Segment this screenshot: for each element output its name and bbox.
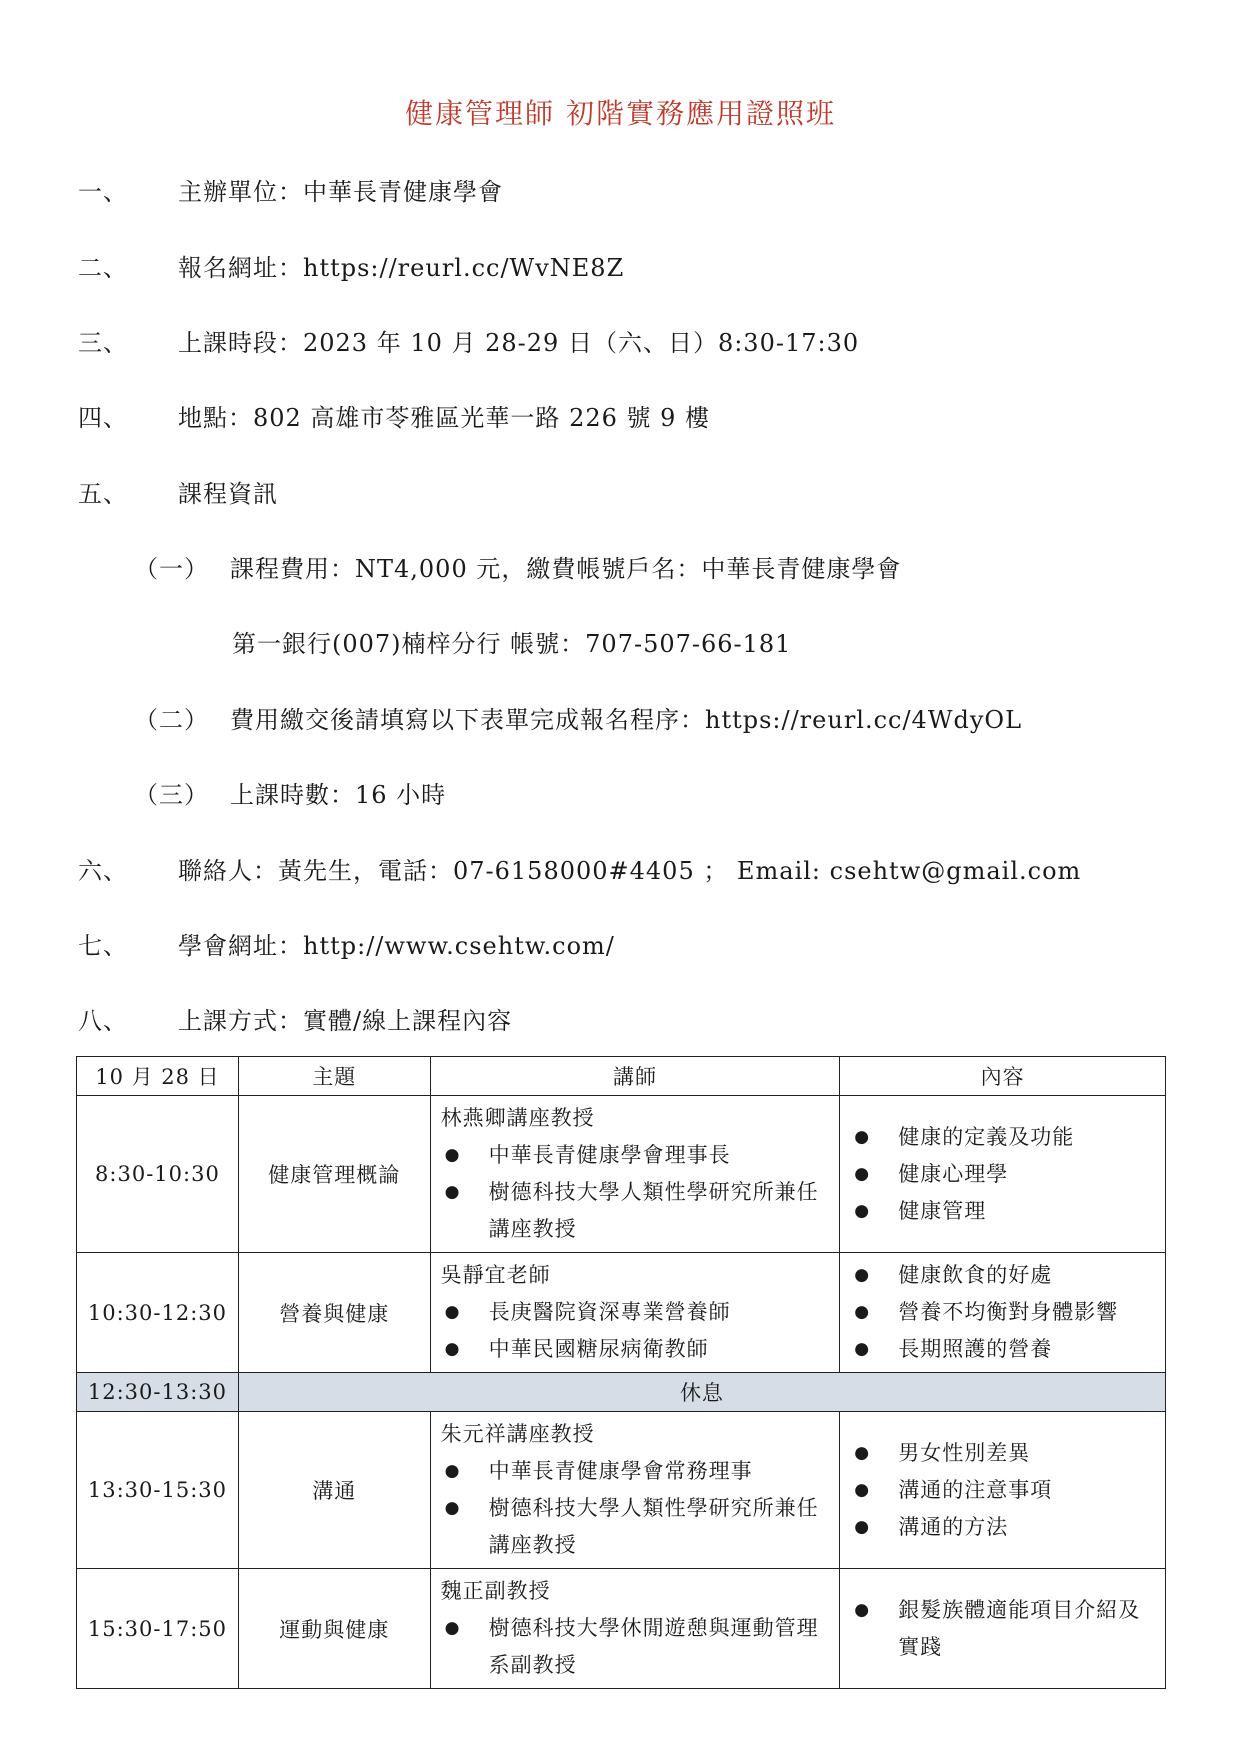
item-number: 四、	[78, 404, 128, 432]
content-cell	[840, 1253, 1166, 1373]
item-number: 二、	[78, 254, 128, 282]
item-organizer	[78, 172, 503, 207]
content-bullet: ● 健康飲食的好處	[850, 1257, 1155, 1294]
item-text: 上課方式：實體/線上課程內容	[178, 1007, 513, 1035]
item-contact	[78, 851, 1081, 886]
item-schedule	[78, 323, 859, 358]
break-time: 12:30-13:30	[77, 1373, 239, 1412]
content-bullet: ● 男女性別差異	[850, 1435, 1155, 1472]
sub-item-number: （二）	[134, 706, 209, 734]
item-text: 上課時段：2023 年 10 月 28-29 日（六、日）8:30-17:30	[178, 329, 860, 357]
item-text: 學會網址：http://www.csehtw.com/	[178, 932, 615, 960]
lecturer-name: 朱元祥講座教授	[440, 1422, 595, 1446]
sub-item-hours	[134, 775, 446, 810]
lecturer-cell	[430, 1412, 840, 1569]
sub-item-text: 上課時數：16 小時	[230, 781, 447, 809]
item-text: 聯絡人：黃先生，電話：07-6158000#4405 ； Email: csehtw@gmail.com	[178, 857, 1082, 885]
content-bullet: ● 銀髮族體適能項目介紹及實踐	[850, 1592, 1155, 1666]
column-header-topic: 主題	[238, 1057, 430, 1096]
sub-item-text: 第一銀行(007)楠梓分行 帳號：707-507-66-181	[232, 630, 792, 658]
table-row	[77, 1096, 1166, 1253]
content-bullet: ● 健康的定義及功能	[850, 1119, 1155, 1156]
sub-item-text: 費用繳交後請填寫以下表單完成報名程序：https://reurl.cc/4WdyOL	[230, 706, 1023, 734]
schedule-table	[76, 1056, 1166, 1689]
session-time: 8:30-10:30	[77, 1096, 239, 1253]
content-cell	[840, 1569, 1166, 1689]
content-bullet: ● 溝通的注意事項	[850, 1472, 1155, 1509]
item-number: 三、	[78, 329, 128, 357]
column-header-lecturer: 講師	[430, 1057, 840, 1096]
item-location	[78, 398, 710, 433]
session-topic: 營養與健康	[238, 1253, 430, 1373]
content-bullet: ● 長期照護的營養	[850, 1331, 1155, 1368]
item-number: 五、	[78, 480, 128, 508]
item-class-mode	[78, 1001, 512, 1036]
lecturer-bullet: ● 樹德科技大學休閒遊憩與運動管理系副教授	[441, 1610, 830, 1684]
table-header-row	[77, 1057, 1166, 1096]
session-time: 13:30-15:30	[77, 1412, 239, 1569]
sub-item-fee	[134, 549, 901, 584]
lecturer-bullet: ● 中華民國糖尿病衛教師	[441, 1331, 830, 1368]
lecturer-cell	[430, 1569, 840, 1689]
item-text: 主辦單位：中華長青健康學會	[178, 178, 503, 206]
item-text: 課程資訊	[178, 480, 278, 508]
lecturer-bullet: ● 中華長青健康學會常務理事	[441, 1453, 830, 1490]
content-bullet: ● 健康管理	[850, 1193, 1155, 1230]
session-topic: 溝通	[238, 1412, 430, 1569]
session-time: 10:30-12:30	[77, 1253, 239, 1373]
item-number: 一、	[78, 178, 128, 206]
sub-item-number: （一）	[134, 555, 209, 583]
content-cell	[840, 1412, 1166, 1569]
item-number: 八、	[78, 1007, 128, 1035]
item-number: 六、	[78, 857, 128, 885]
lecturer-name: 林燕卿講座教授	[440, 1106, 595, 1130]
lecturer-bullet: ● 樹德科技大學人類性學研究所兼任講座教授	[441, 1490, 830, 1564]
item-text: 報名網址：https://reurl.cc/WvNE8Z	[178, 254, 625, 282]
item-number: 七、	[78, 932, 128, 960]
item-course-info	[78, 474, 278, 509]
lecturer-name: 吳靜宜老師	[440, 1263, 551, 1287]
lecturer-cell	[430, 1096, 840, 1253]
table-row-break	[77, 1373, 1166, 1412]
table-row	[77, 1253, 1166, 1373]
content-bullet: ● 營養不均衡對身體影響	[850, 1294, 1155, 1331]
session-topic: 健康管理概論	[238, 1096, 430, 1253]
lecturer-cell	[430, 1253, 840, 1373]
sub-item-bank-account	[232, 624, 791, 659]
sub-item-text: 課程費用：NT4,000 元，繳費帳號戶名：中華長青健康學會	[230, 555, 902, 583]
break-label: 休息	[238, 1373, 1165, 1412]
lecturer-bullet: ● 長庚醫院資深專業營養師	[441, 1294, 830, 1331]
item-website	[78, 926, 615, 961]
lecturer-bullet: ● 中華長青健康學會理事長	[441, 1137, 830, 1174]
table-row	[77, 1569, 1166, 1689]
lecturer-name: 魏正副教授	[440, 1579, 551, 1603]
sub-item-form-url	[134, 700, 1022, 735]
content-bullet: ● 健康心理學	[850, 1156, 1155, 1193]
session-topic: 運動與健康	[238, 1569, 430, 1689]
item-text: 地點：802 高雄市苓雅區光華一路 226 號 9 樓	[178, 404, 711, 432]
item-registration-url	[78, 248, 624, 283]
document-title: 健康管理師 初階實務應用證照班	[405, 97, 836, 130]
session-time: 15:30-17:50	[77, 1569, 239, 1689]
column-header-date: 10 月 28 日	[77, 1057, 239, 1096]
sub-item-number: （三）	[134, 781, 209, 809]
table-row	[77, 1412, 1166, 1569]
column-header-content: 內容	[840, 1057, 1166, 1096]
content-cell	[840, 1096, 1166, 1253]
content-bullet: ● 溝通的方法	[850, 1509, 1155, 1546]
lecturer-bullet: ● 樹德科技大學人類性學研究所兼任講座教授	[441, 1174, 830, 1248]
